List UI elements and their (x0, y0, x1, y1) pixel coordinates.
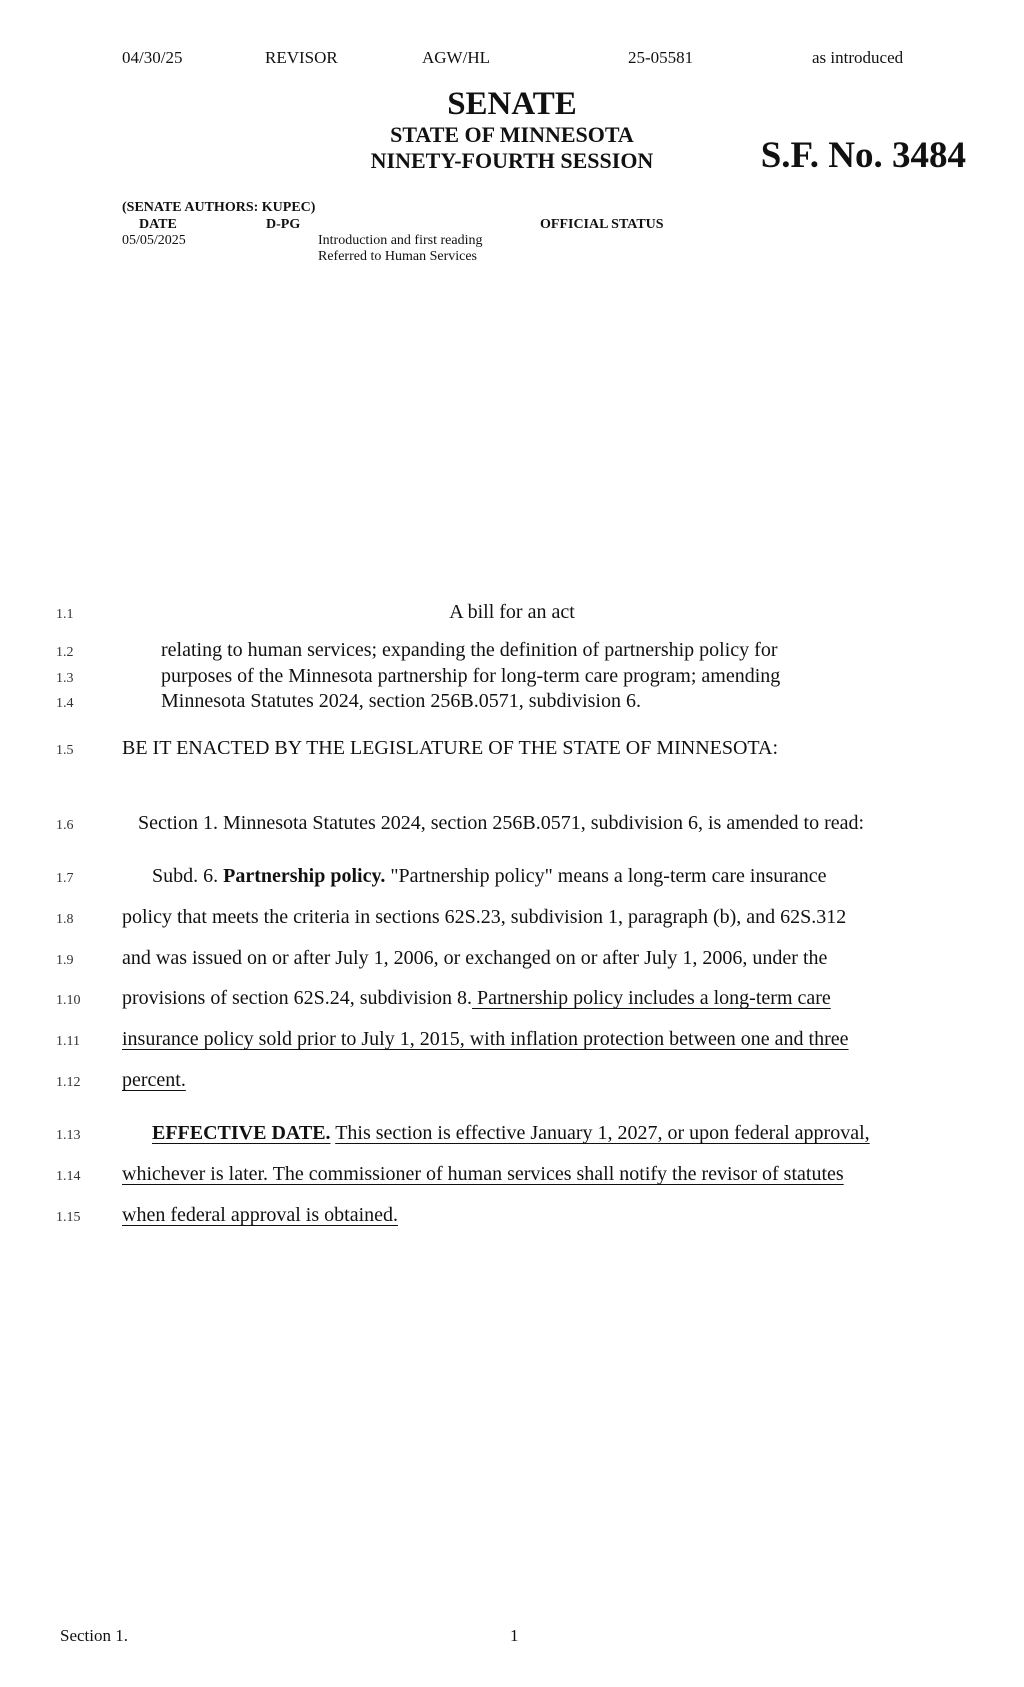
effective-date-line-3: when federal approval is obtained. (122, 1204, 399, 1226)
line-number: 1.1 (56, 607, 74, 622)
footer-section-label: Section 1. (60, 1626, 128, 1645)
header-doc-id: 25-05581 (628, 48, 694, 67)
official-status-header: OFFICIAL STATUS (540, 217, 664, 232)
new-language-text: insurance policy sold prior to July 1, 2015, with inflation protection between one and three (122, 1028, 849, 1050)
subdivision-line-1 (152, 865, 827, 888)
subdivision-heading: Partnership policy. (223, 865, 386, 887)
bill-heading: A bill for an act (449, 601, 575, 623)
line-number: 1.14 (56, 1169, 81, 1184)
status-entry-action-1: Introduction and first reading (318, 233, 483, 248)
bill-title-line: relating to human services; expanding the definition of partnership policy for (161, 639, 778, 661)
header-office: REVISOR (265, 48, 338, 67)
subdivision-existing-text: provisions of section 62S.24, subdivision 8. (122, 987, 473, 1009)
dpg-column-header: D-PG (266, 217, 301, 232)
line-number: 1.10 (56, 993, 81, 1008)
header-version: as introduced (812, 48, 904, 67)
line-number: 1.4 (56, 696, 74, 711)
line-number: 1.2 (56, 645, 74, 660)
line-number: 1.11 (56, 1034, 80, 1049)
chamber-title: SENATE (447, 86, 577, 122)
header-initials: AGW/HL (422, 48, 490, 67)
line-number: 1.8 (56, 912, 74, 927)
senate-authors: (SENATE AUTHORS: KUPEC) (122, 200, 316, 215)
bill-title-line: purposes of the Minnesota partnership for long-term care program; amending (161, 665, 781, 687)
section-intro: Section 1. Minnesota Statutes 2024, section 256B.0571, subdivision 6, is amended to read: (138, 812, 865, 834)
subdivision-text: "Partnership policy" means a long-term care insurance (385, 865, 827, 887)
effective-date-heading: EFFECTIVE DATE. (152, 1122, 331, 1144)
effective-date-line-1 (152, 1122, 870, 1145)
date-column-header: DATE (139, 217, 177, 232)
new-language-text: percent. (122, 1069, 186, 1091)
line-number: 1.6 (56, 818, 74, 833)
bill-number: S.F. No. 3484 (760, 135, 966, 176)
line-number: 1.5 (56, 743, 74, 758)
line-number: 1.7 (56, 871, 74, 886)
subdivision-prefix: Subd. 6. (152, 865, 224, 887)
subdivision-line-3: and was issued on or after July 1, 2006, or exchanged on or after July 1, 2006, under the (122, 947, 828, 969)
line-number: 1.9 (56, 953, 74, 968)
line-number: 1.3 (56, 671, 74, 686)
subdivision-line-2: policy that meets the criteria in sections 62S.23, subdivision 1, paragraph (b), and 62S.312 (122, 906, 847, 928)
new-language-text: Partnership policy includes a long-term care (472, 987, 831, 1009)
status-entry-action-2: Referred to Human Services (318, 249, 477, 264)
subdivision-line-4 (122, 987, 831, 1010)
page-number: 1 (510, 1626, 519, 1645)
line-number: 1.15 (56, 1210, 81, 1225)
header-date: 04/30/25 (122, 48, 183, 67)
session-title: NINETY-FOURTH SESSION (370, 148, 654, 173)
bill-title-line: Minnesota Statutes 2024, section 256B.0571, subdivision 6. (161, 690, 641, 712)
status-entry-date: 05/05/2025 (122, 233, 186, 248)
effective-date-line-2: whichever is later. The commissioner of human services shall notify the revisor of statutes (122, 1163, 844, 1185)
enacting-clause: BE IT ENACTED BY THE LEGISLATURE OF THE STATE OF MINNESOTA: (122, 737, 779, 759)
line-number: 1.12 (56, 1075, 81, 1090)
line-number: 1.13 (56, 1128, 81, 1143)
new-language-text: This section is effective January 1, 2027, or upon federal approval, (335, 1122, 870, 1144)
state-title: STATE OF MINNESOTA (390, 122, 634, 147)
